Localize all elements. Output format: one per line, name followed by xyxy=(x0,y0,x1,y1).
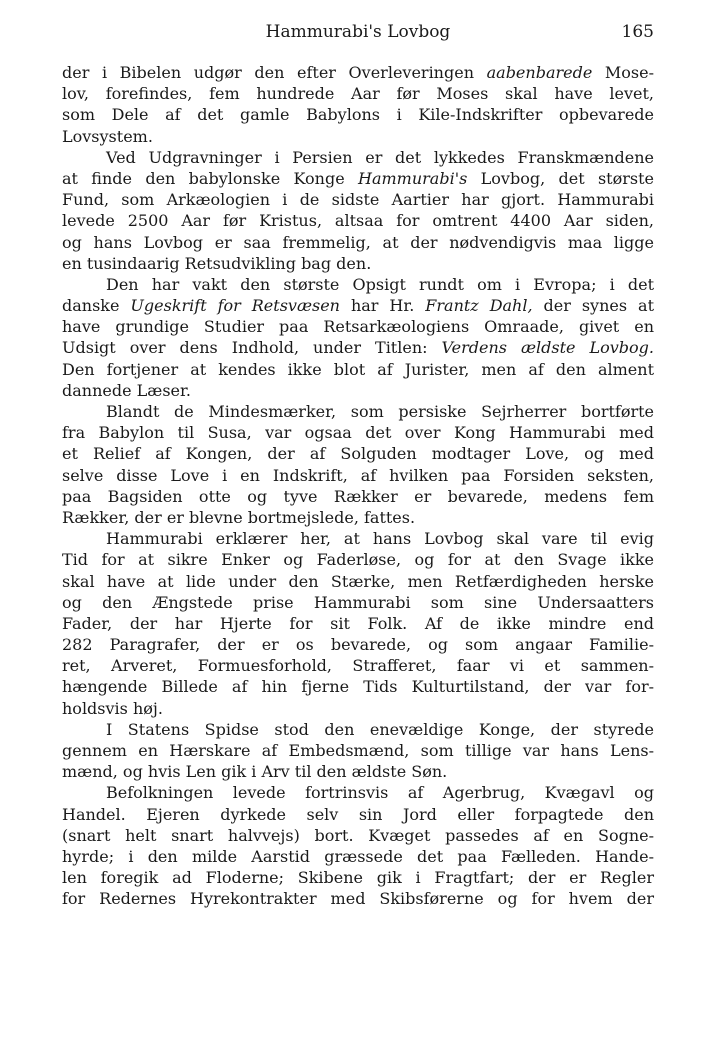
page-number: 165 xyxy=(621,22,654,42)
italic-text: Verdens ældste Lovbog. xyxy=(441,338,654,358)
text-segment: Blandt de Mindesmærker, som persiske Sejrherrer bortførte xyxy=(106,402,654,421)
text-segment: som Dele af det gamle Babylons i Kile-Indskrifter opbevarede xyxy=(62,105,654,125)
text-line xyxy=(62,316,654,337)
text-segment: lov, forefindes, fem hundrede Aar før Moses skal have levet, xyxy=(62,84,654,104)
text-segment: hyrde; i den milde Aarstid græssede det paa Fælleden. Hande- xyxy=(62,846,654,866)
text-segment: danske xyxy=(62,296,131,316)
text-line xyxy=(62,719,654,740)
text-segment: dannede Læser. xyxy=(62,380,191,400)
text-segment: at finde den babylonske Konge xyxy=(62,168,359,188)
italic-text: Hammurabi's xyxy=(358,168,468,188)
text-line xyxy=(62,147,654,168)
text-line xyxy=(62,592,654,613)
text-line xyxy=(62,740,654,761)
text-segment: selve disse Love i en Indskrift, af hvilken paa Forsiden seksten, xyxy=(62,465,654,485)
running-head xyxy=(62,20,654,44)
text-line xyxy=(62,486,654,507)
text-segment: der synes at xyxy=(532,296,655,316)
text-segment: mænd, og hvis Len gik i Arv til den ældste Søn. xyxy=(62,762,448,782)
text-line xyxy=(62,232,654,253)
text-segment: fra Babylon til Susa, var ogsaa det over Kong Hammurabi med xyxy=(62,423,654,443)
text-line xyxy=(62,571,654,592)
text-line xyxy=(62,168,654,189)
text-segment: I Statens Spidse stod den enevældige Konge, der styrede xyxy=(106,719,654,739)
text-line xyxy=(62,782,654,803)
running-title: Hammurabi's Lovbog xyxy=(265,22,451,42)
text-line xyxy=(62,274,654,295)
text-line xyxy=(62,528,654,549)
text-segment: et Relief af Kongen, der af Solguden modtager Love, og med xyxy=(62,444,654,464)
text-line xyxy=(62,698,654,719)
text-line xyxy=(62,846,654,867)
text-segment: der i Bibelen udgør den efter Overleveringen xyxy=(62,63,487,82)
text-line xyxy=(62,443,654,464)
text-segment: en tusindaarig Retsudvikling bag den. xyxy=(62,253,372,273)
text-line xyxy=(62,613,654,634)
text-segment: Fund, som Arkæologien i de sidste Aartier har gjort. Hammurabi xyxy=(62,190,654,210)
text-segment: holdsvis høj. xyxy=(62,698,163,718)
text-segment: hængende Billede af hin fjerne Tids Kulturtilstand, der var for- xyxy=(62,677,654,697)
text-line xyxy=(62,189,654,210)
text-line xyxy=(62,825,654,846)
text-line xyxy=(62,804,654,825)
italic-text: Frantz Dahl, xyxy=(425,296,533,316)
italic-text: Ugeskrift for Retsvæsen xyxy=(130,296,340,316)
text-line xyxy=(62,359,654,380)
text-line xyxy=(62,380,654,401)
text-line xyxy=(62,507,654,528)
body-text xyxy=(62,62,654,910)
text-line xyxy=(62,761,654,782)
text-segment: Lovsystem. xyxy=(62,126,153,146)
text-line xyxy=(62,104,654,125)
text-segment: Den fortjener at kendes ikke blot af Jurister, men af den alment xyxy=(62,359,654,379)
text-segment: 282 Paragrafer, der er os bevarede, og som angaar Familie- xyxy=(62,635,654,655)
text-line xyxy=(62,337,654,358)
text-segment: Handel. Ejeren dyrkede selv sin Jord eller forpagtede den xyxy=(62,804,654,824)
text-line xyxy=(62,83,654,104)
text-line xyxy=(62,295,654,316)
text-line xyxy=(62,62,654,83)
text-line xyxy=(62,888,654,909)
text-line xyxy=(62,422,654,443)
text-line xyxy=(62,253,654,274)
text-segment: have grundige Studier paa Retsarkæologiens Omraade, givet en xyxy=(62,317,654,337)
text-segment: (snart helt snart halvvejs) bort. Kvæget passedes af en Sogne- xyxy=(62,825,654,845)
text-line xyxy=(62,549,654,570)
text-line xyxy=(62,634,654,655)
text-segment: paa Bagsiden otte og tyve Rækker er bevarede, medens fem xyxy=(62,486,654,506)
text-line xyxy=(62,210,654,231)
text-line xyxy=(62,126,654,147)
text-segment: for Redernes Hyrekontrakter med Skibsførerne og for hvem der xyxy=(62,889,654,909)
text-segment: gennem en Hærskare af Embedsmænd, som tillige var hans Lens- xyxy=(62,741,654,760)
italic-text: aabenbarede xyxy=(486,63,593,82)
text-line xyxy=(62,401,654,422)
text-segment: skal have at lide under den Stærke, men Retfærdigheden herske xyxy=(62,571,654,591)
text-segment: Befolkningen levede fortrinsvis af Agerbrug, Kvægavl og xyxy=(106,783,654,803)
text-segment: Rækker, der er blevne bortmejslede, fattes. xyxy=(62,507,416,527)
text-line xyxy=(62,465,654,486)
text-segment: Hammurabi erklærer her, at hans Lovbog skal vare til evig xyxy=(106,529,654,549)
text-segment: levede 2500 Aar før Kristus, altsaa for omtrent 4400 Aar siden, xyxy=(62,211,654,231)
text-segment: len foregik ad Floderne; Skibene gik i Fragtfart; der er Regler xyxy=(62,868,654,888)
text-segment: Fader, der har Hjerte for sit Folk. Af de ikke mindre end xyxy=(62,613,654,633)
text-line xyxy=(62,867,654,888)
text-line xyxy=(62,655,654,676)
text-segment: Udsigt over dens Indhold, under Titlen: xyxy=(62,338,442,358)
text-segment: Den har vakt den største Opsigt rundt om i Evropa; i det xyxy=(106,274,654,294)
text-segment: Lovbog, det største xyxy=(467,168,654,188)
text-segment: Mose- xyxy=(592,63,655,82)
text-segment: og den Ængstede prise Hammurabi som sine Undersaatters xyxy=(62,592,654,612)
text-segment: ret, Arveret, Formuesforhold, Strafferet, faar vi et sammen- xyxy=(62,656,654,676)
text-line xyxy=(62,676,654,697)
text-segment: Ved Udgravninger i Persien er det lykkedes Franskmændene xyxy=(106,147,654,167)
text-segment: har Hr. xyxy=(339,296,426,316)
text-segment: og hans Lovbog er saa fremmelig, at der nødvendigvis maa ligge xyxy=(62,232,654,252)
text-segment: Tid for at sikre Enker og Faderløse, og for at den Svage ikke xyxy=(62,550,654,570)
